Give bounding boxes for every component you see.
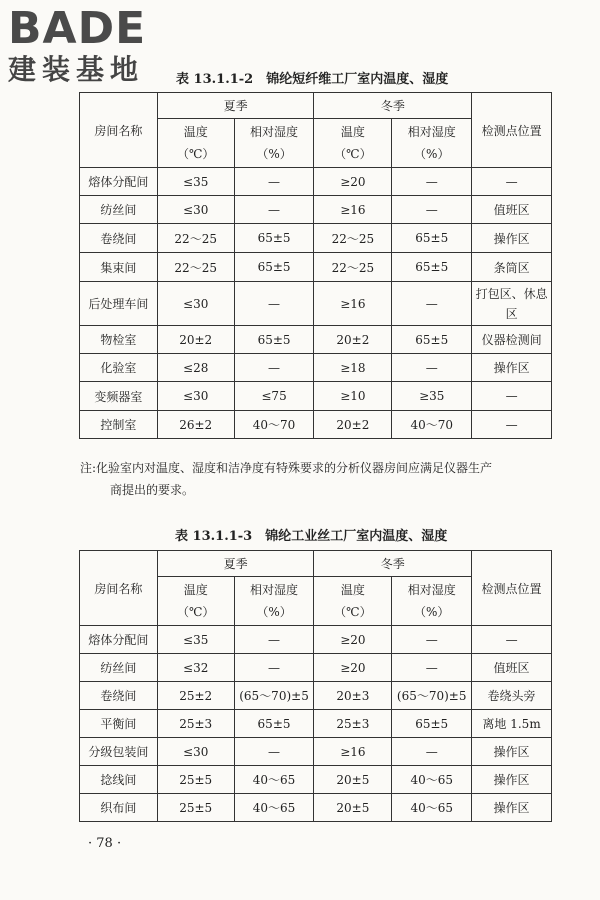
header-summer-humidity: 相对湿度 （%）	[234, 577, 314, 626]
table-cell: 操作区	[472, 766, 552, 794]
note-line-1: 注:化验室内对温度、湿度和洁净度有特殊要求的分析仪器房间应满足仪器生产	[80, 461, 493, 475]
table-cell: 20±3	[314, 682, 392, 710]
table-cell: —	[234, 282, 314, 326]
note-line-2: 商提出的要求。	[110, 483, 195, 497]
table-cell: 20±5	[314, 766, 392, 794]
logo-subtitle: 建装基地	[8, 53, 145, 86]
table-cell: ≥10	[314, 382, 392, 411]
table-cell: —	[392, 282, 472, 326]
table-cell: 卷绕间	[80, 682, 158, 710]
table-cell: —	[392, 738, 472, 766]
brand-logo	[8, 3, 173, 86]
table-cell: 22～25	[314, 253, 392, 282]
table-cell: 化验室	[80, 354, 158, 382]
table-cell: 值班区	[472, 654, 552, 682]
table-cell: —	[472, 168, 552, 196]
table-cell: —	[392, 626, 472, 654]
table-cell: ≥16	[314, 196, 392, 224]
table1-note	[80, 457, 560, 501]
table-cell: 20±2	[157, 326, 234, 354]
table-cell: —	[234, 168, 314, 196]
table-cell: 65±5	[234, 224, 314, 253]
table-row	[80, 282, 552, 326]
table-cell: ≥20	[314, 654, 392, 682]
table-cell: 25±5	[157, 794, 234, 822]
table-cell: ≥16	[314, 282, 392, 326]
table-cell: ≤30	[157, 196, 234, 224]
table-row	[80, 253, 552, 282]
table-cell: 操作区	[472, 354, 552, 382]
table-cell: ≥16	[314, 738, 392, 766]
header-room: 房间名称	[80, 551, 158, 626]
table-cell: 25±2	[157, 682, 234, 710]
table-cell: ≤35	[157, 168, 234, 196]
table-cell: 20±5	[314, 794, 392, 822]
table-cell: ≥35	[392, 382, 472, 411]
table-cell: 条筒区	[472, 253, 552, 282]
table-cell: —	[472, 411, 552, 439]
table-cell: 纺丝间	[80, 654, 158, 682]
table-cell: 22～25	[157, 253, 234, 282]
table-cell: 22～25	[314, 224, 392, 253]
table-cell: (65～70)±5	[392, 682, 472, 710]
table-cell: 操作区	[472, 738, 552, 766]
header-winter: 冬季	[314, 93, 472, 119]
table-row	[80, 682, 552, 710]
table-cell: 卷绕头旁	[472, 682, 552, 710]
header-location: 检测点位置	[472, 551, 552, 626]
table-row	[80, 738, 552, 766]
table-row	[80, 710, 552, 738]
table-cell: ≥18	[314, 354, 392, 382]
table2-caption: 表 13.1.1-3 锦纶工业丝工厂室内温度、湿度	[175, 529, 448, 544]
table-cell: ≤28	[157, 354, 234, 382]
table-cell: 卷绕间	[80, 224, 158, 253]
table-cell: 熔体分配间	[80, 626, 158, 654]
header-summer-temp: 温度 （℃）	[157, 119, 234, 168]
header-winter-humidity: 相对湿度 （%）	[392, 119, 472, 168]
table-cell: (65～70)±5	[234, 682, 314, 710]
header-winter: 冬季	[314, 551, 472, 577]
page-number: · 78 ·	[88, 836, 122, 851]
table-cell: —	[234, 626, 314, 654]
table-cell: 40～65	[392, 794, 472, 822]
table-cell: 25±3	[157, 710, 234, 738]
table-cell: 打包区、休息区	[472, 282, 552, 326]
table-cell: 物检室	[80, 326, 158, 354]
table1	[79, 92, 552, 439]
table-row	[80, 794, 552, 822]
table-cell: ≤30	[157, 382, 234, 411]
header-winter-temp: 温度 （℃）	[314, 119, 392, 168]
table-cell: —	[392, 196, 472, 224]
table-cell: 40～70	[234, 411, 314, 439]
table-cell: 控制室	[80, 411, 158, 439]
table-row	[80, 196, 552, 224]
table2	[79, 550, 552, 822]
table-row	[80, 326, 552, 354]
header-winter-humidity: 相对湿度 （%）	[392, 577, 472, 626]
table-cell: —	[234, 354, 314, 382]
table-cell: 变频器室	[80, 382, 158, 411]
table-cell: 后处理车间	[80, 282, 158, 326]
table-row	[80, 168, 552, 196]
table-cell: ≤35	[157, 626, 234, 654]
table-cell: 20±2	[314, 411, 392, 439]
table-cell: 40～65	[392, 766, 472, 794]
table-cell: 离地 1.5m	[472, 710, 552, 738]
table-cell: —	[234, 654, 314, 682]
table-cell: 65±5	[392, 326, 472, 354]
table-cell: —	[472, 382, 552, 411]
table-row	[80, 411, 552, 439]
header-winter-temp: 温度 （℃）	[314, 577, 392, 626]
header-summer-temp: 温度 （℃）	[157, 577, 234, 626]
table-row	[80, 654, 552, 682]
table-cell: 分级包装间	[80, 738, 158, 766]
table-cell: —	[472, 626, 552, 654]
header-summer: 夏季	[157, 93, 314, 119]
table-cell: ≥20	[314, 168, 392, 196]
table-cell: —	[392, 168, 472, 196]
table-cell: 熔体分配间	[80, 168, 158, 196]
table-cell: —	[392, 654, 472, 682]
table-cell: 纺丝间	[80, 196, 158, 224]
table-row	[80, 766, 552, 794]
table-cell: 65±5	[234, 710, 314, 738]
header-summer: 夏季	[157, 551, 314, 577]
header-summer-humidity: 相对湿度 （%）	[234, 119, 314, 168]
table-cell: 40～65	[234, 766, 314, 794]
table-cell: —	[234, 738, 314, 766]
table-cell: 40～70	[392, 411, 472, 439]
table-cell: 65±5	[392, 253, 472, 282]
table-cell: 平衡间	[80, 710, 158, 738]
table-cell: 65±5	[234, 253, 314, 282]
table-cell: 40～65	[234, 794, 314, 822]
table-cell: 20±2	[314, 326, 392, 354]
table-row	[80, 354, 552, 382]
table-row	[80, 224, 552, 253]
table-cell: 仪器检测间	[472, 326, 552, 354]
table-cell: 操作区	[472, 224, 552, 253]
table-cell: ≤75	[234, 382, 314, 411]
table-cell: ≤30	[157, 738, 234, 766]
table-cell: —	[234, 196, 314, 224]
logo-brand-text: BADE	[8, 3, 147, 54]
table-cell: 26±2	[157, 411, 234, 439]
table-cell: ≤30	[157, 282, 234, 326]
table-cell: —	[392, 354, 472, 382]
table-cell: 65±5	[392, 224, 472, 253]
table-cell: ≥20	[314, 626, 392, 654]
table-cell: 25±3	[314, 710, 392, 738]
table-cell: 集束间	[80, 253, 158, 282]
header-room: 房间名称	[80, 93, 158, 168]
header-location: 检测点位置	[472, 93, 552, 168]
table-cell: 65±5	[234, 326, 314, 354]
table-cell: ≤32	[157, 654, 234, 682]
table-cell: 22～25	[157, 224, 234, 253]
table-cell: 65±5	[392, 710, 472, 738]
table-row	[80, 382, 552, 411]
table-cell: 织布间	[80, 794, 158, 822]
table-cell: 值班区	[472, 196, 552, 224]
table1-caption: 表 13.1.1-2 锦纶短纤维工厂室内温度、湿度	[176, 72, 449, 87]
table-row	[80, 626, 552, 654]
table-cell: 操作区	[472, 794, 552, 822]
table-cell: 捻线间	[80, 766, 158, 794]
table-cell: 25±5	[157, 766, 234, 794]
